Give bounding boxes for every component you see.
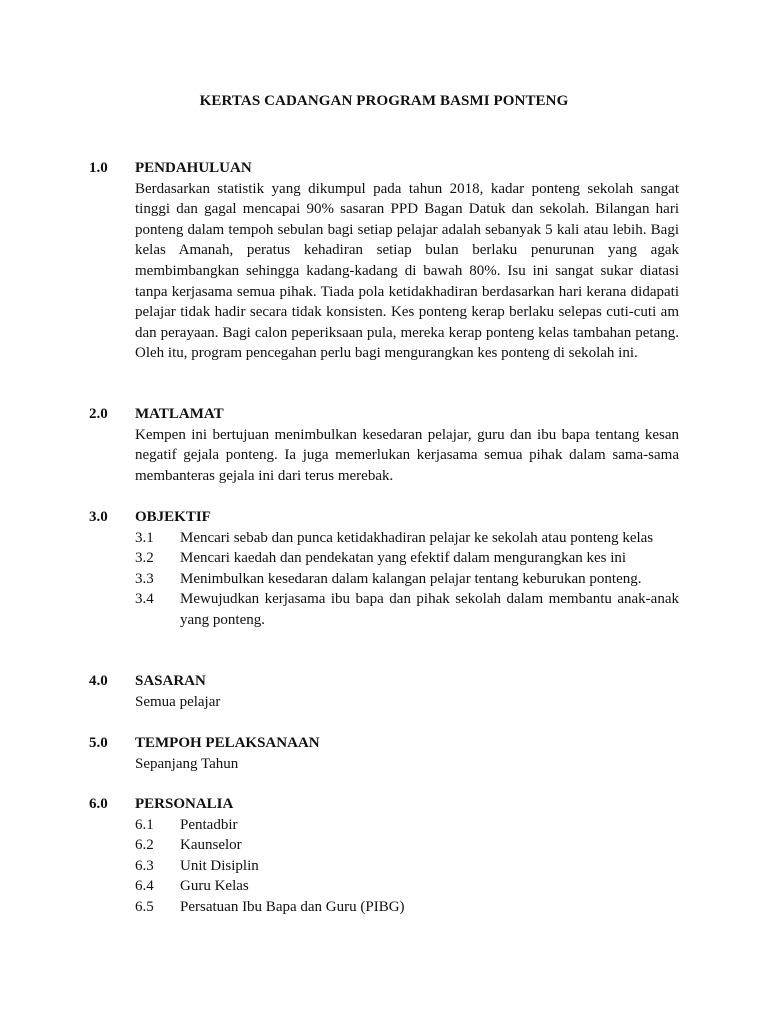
item-text: Persatuan Ibu Bapa dan Guru (PIBG) [180,898,405,915]
section-tempoh-pelaksanaan [89,733,679,774]
section-number: 1.0 [89,160,108,176]
section-number: 2.0 [89,406,108,422]
section-title: OBJEKTIF [135,509,211,525]
item-text: Pentadbir [180,816,238,833]
section-number: 3.0 [89,509,108,525]
section-paragraph: Sepanjang Tahun [135,755,239,772]
section-pendahuluan [89,158,679,364]
list-item [135,856,679,877]
section-sasaran [89,671,679,712]
list-item [135,815,679,836]
list-item [135,835,679,856]
document-title: KERTAS CADANGAN PROGRAM BASMI PONTENG [199,93,569,109]
section-matlamat [89,404,679,486]
section-title: MATLAMAT [135,406,224,422]
section-number: 5.0 [89,735,108,751]
section-title: TEMPOH PELAKSANAAN [135,735,320,751]
section-paragraph: Semua pelajar [135,693,221,710]
list-item [135,548,679,569]
section-title: PERSONALIA [135,796,234,812]
item-text: Mencari sebab dan punca ketidakhadiran pelajar ke sekolah atau ponteng kelas [180,529,654,546]
list-item [135,897,679,918]
item-number: 3.4 [135,591,154,608]
item-number: 6.1 [135,816,154,833]
item-number: 6.2 [135,837,154,854]
list-item [135,876,679,897]
item-number: 3.1 [135,529,154,546]
section-objektif [89,507,679,631]
item-number: 3.2 [135,550,154,567]
item-text: Menimbulkan kesedaran dalam kalangan pelajar tentang keburukan ponteng. [180,570,642,587]
item-text: Unit Disiplin [180,857,259,874]
item-number: 6.5 [135,898,154,915]
item-text: Mencari kaedah dan pendekatan yang efektif dalam mengurangkan kes ini [180,550,627,567]
item-text: Kaunselor [180,837,242,854]
item-number: 6.3 [135,857,154,874]
section-personalia [89,794,679,918]
item-text: Mewujudkan kerjasama ibu bapa dan pihak sekolah dalam membantu anak-anak yang ponteng. [180,591,679,628]
section-number: 4.0 [89,673,108,689]
section-paragraph: Kempen ini bertujuan menimbulkan kesedaran pelajar, guru dan ibu bapa tentang kesan negatif gejala ponteng. Ia juga memerlukan kerjasama semua pihak dalam sama-sama membanteras gejala ini dari terus merebak. [135,426,679,484]
item-number: 3.3 [135,570,154,587]
item-number: 6.4 [135,878,154,895]
section-paragraph: Berdasarkan statistik yang dikumpul pada tahun 2018, kadar ponteng sekolah sangat tinggi dan gagal mencapai 90% sasaran PPD Bagan Datuk dan sekolah. Bilangan hari ponteng dalam tempoh sebulan bagi setiap pelajar adalah sebanyak 5 kali atau lebih. Bagi kelas Amanah, peratus kehadiran setiap bulan berlaku penurunan yang agak membimbangkan sehingga kadang-kadang di bawah 80%. Isu ini sangat sukar diatasi tanpa kerjasama semua pihak. Tiada pola ketidakhadiran berdasarkan hari kerana didapati pelajar tidak hadir secara tidak konsisten. Kes ponteng kerap berlaku selepas cuti-cuti am dan perayaan. Bagi calon peperiksaan pula, mereka kerap ponteng kelas tambahan petang. Oleh itu, program pencegahan perlu bagi mengurangkan kes ponteng di sekolah ini. [135,180,679,362]
item-text: Guru Kelas [180,878,249,895]
list-item [135,569,679,590]
list-item [135,589,679,630]
list-item [135,528,679,549]
section-title: SASARAN [135,673,206,689]
section-number: 6.0 [89,796,108,812]
section-title: PENDAHULUAN [135,160,252,176]
